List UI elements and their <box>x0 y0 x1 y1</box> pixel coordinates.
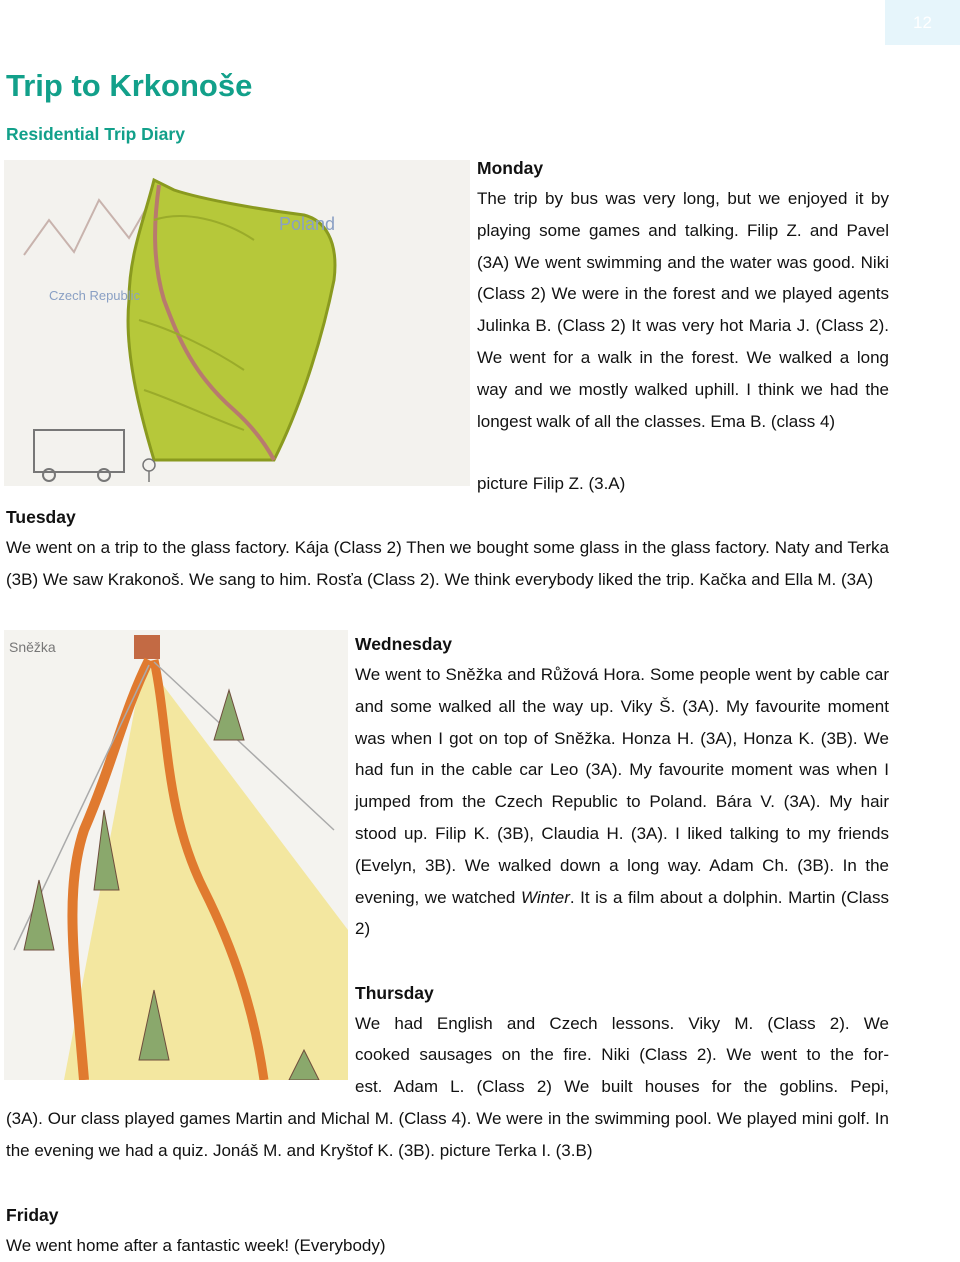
drawing-country-czech: Czech Republic <box>49 288 141 303</box>
thursday-text-line-1: We had English and Czech lessons. Viky M. (Class 2). We <box>355 1014 889 1033</box>
wednesday-drawing <box>4 630 348 1080</box>
monday-picture-credit: picture Filip Z. (3.A) <box>477 474 626 493</box>
thursday-text-full: (3A). Our class played games Martin and Michal M. (Class 4). We were in the swimming pool. We played mini golf. In the evening we had a quiz. Jonáš M. and Kryštof K. (3B). picture Terka I. (3.B) <box>6 1109 889 1160</box>
wednesday-heading: Wednesday <box>355 634 452 654</box>
wednesday-film-title: Winter <box>520 887 570 907</box>
drawing-country-poland: Poland <box>279 214 336 234</box>
tuesday-text: We went on a trip to the glass factory. Kája (Class 2) Then we bought some glass in the glass factory. Naty and Terka (3B) We saw Krakonoš. We sang to him. Rosťa (Class 2). We think everybody liked the trip. Kačka and Ella M. (3A) <box>6 538 889 589</box>
wednesday-text <box>355 659 889 945</box>
monday-text: The trip by bus was very long, but we enjoyed it by playing some games and talking. Filip Z. and Pavel (3A) We went swimming and the water was good. Niki (Class 2) We were in the forest and we played agents Julinka B. (Class 2) It was very hot Maria J. (Class 2). We went for a walk in the forest. We walked a long way and we mostly walked uphill. I think we had the longest walk of all the classes. Ema B. (class 4) <box>477 189 889 431</box>
tuesday-heading: Tuesday <box>6 507 76 527</box>
thursday-text-line-2: cooked sausages on the fire. Niki (Class 2). We went to the for- <box>355 1045 889 1064</box>
page-title: Trip to Krkonoše <box>6 68 253 103</box>
friday-heading: Friday <box>6 1205 59 1225</box>
friday-text: We went home after a fantastic week! (Everybody) <box>6 1236 386 1255</box>
thursday-text-line-3: est. Adam L. (Class 2) We built houses for the goblins. Pepi, <box>355 1077 889 1096</box>
monday-drawing <box>4 160 470 486</box>
thursday-heading: Thursday <box>355 983 434 1003</box>
page-number-badge: 12 <box>885 0 960 45</box>
wednesday-text-main: We went to Sněžka and Růžová Hora. Some people went by cable car and some walked all the way up. Viky Š. (3A). My favourite moment was when I got on top of Sněžka. Honza H. (3A), Honza K. (3B). We had fun in the cable car Leo (3A). My favourite moment was when I jumped from the Czech Republic to Poland. Bára V. (3A). My hair stood up. Filip K. (3B), Claudia H. (3A). I liked talking to my friends (Evelyn, 3B). We walked down a long way. Adam Ch. (3B). In the evening, we watched <box>355 665 889 907</box>
wednesday-text-end: . It is a film about a dolphin. Martin (Class 2) <box>355 887 890 939</box>
page-subtitle: Residential Trip Diary <box>6 124 185 144</box>
drawing-summit-label: Sněžka <box>9 639 56 655</box>
monday-heading: Monday <box>477 158 544 178</box>
